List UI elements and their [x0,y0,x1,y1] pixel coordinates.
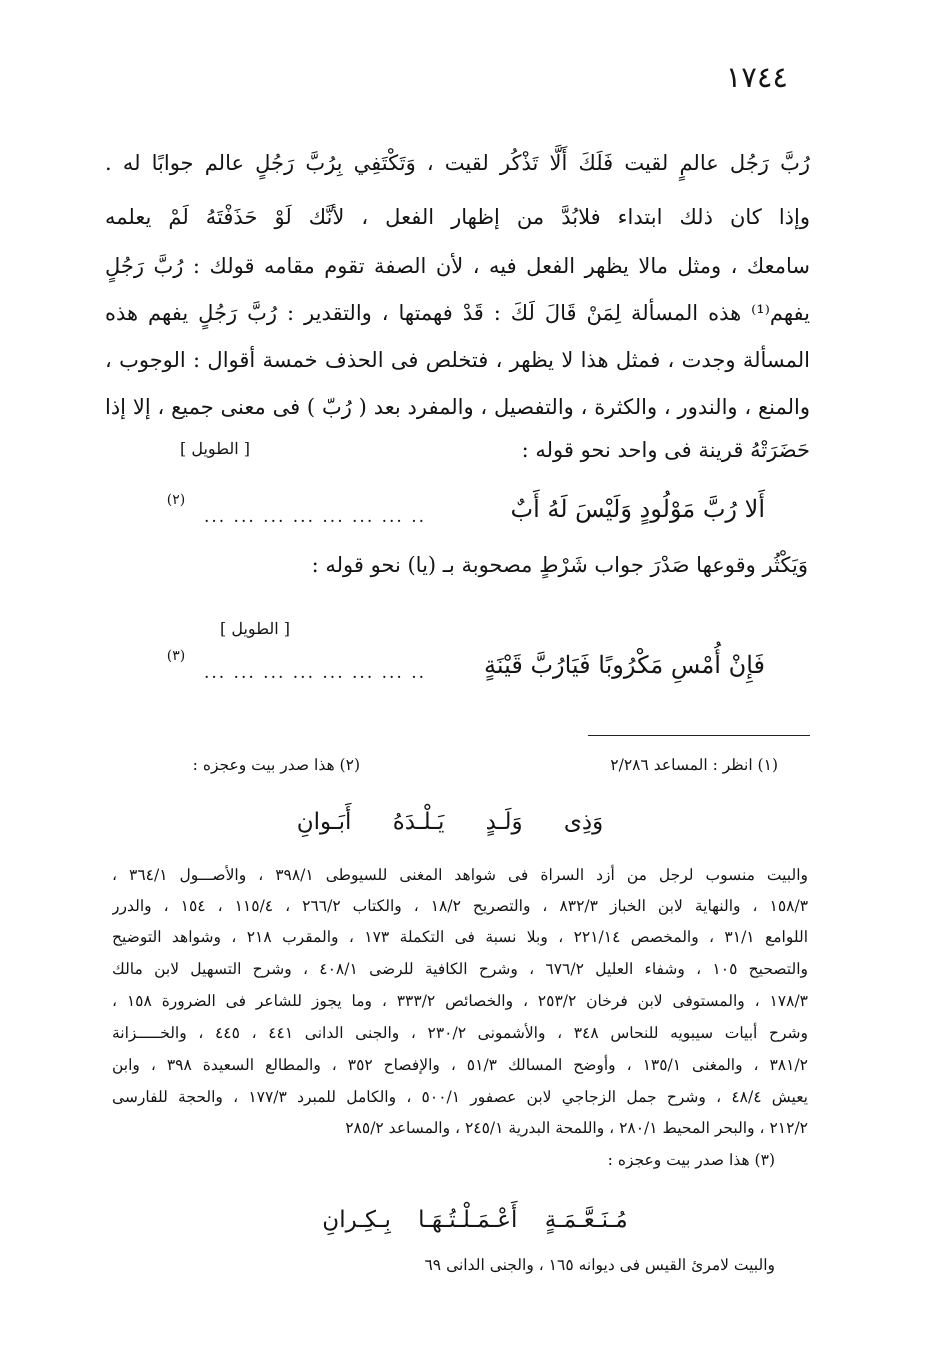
verse-1-footnote-ref: (٢) [166,492,186,508]
footnote-2-line-2: ١٥٨/٣ ، والنهاية لابن الخباز ٨٣٢/٣ ، والتصريح ١٨/٢ ، والكتاب ٢٦٦/٢ ، ١١٥/٤ ، ١٥٤ ، والدرر [112,897,808,915]
verse-2-ellipsis: ... ... ... ... ... ... ... .. [203,663,427,683]
verse-2-footnote-ref: (٣) [166,648,186,664]
verse-2-sadr: فَإِنْ أُمْسِ مَكْرُوبًا فَيَارُبَّ قَيْنَةٍ [483,651,765,679]
body-line-5: المسألة وجدت ، فمثل هذا لا يظهر ، فتخلص فى الحذف خمسة أقوال : الوجوب ، [105,348,810,372]
body-line-6: والمنع ، والندور ، والكثرة ، والتفصيل ، والمفرد بعد ( رُبّ ) فى معنى جميع ، إلا إذا [105,395,810,419]
body-line-4: يفهم⁽¹⁾ هذه المسألة لِمَنْ قَالَ لَكَ : قَدْ فهمتها ، والتقدير : رُبَّ رَجُلٍ يفهم هذه [105,301,810,325]
verse-1-ellipsis: ... ... ... ... ... ... ... .. [203,507,427,527]
body-line-2: وإذا كان ذلك ابتداء فلابُدَّ من إظهار الفعل ، لأنَّك لَوْ حَذَفْتَهُ لَمْ يعلمه [105,205,810,229]
footnote-2-ajz-verse: وَذِى وَلَـدٍ يَـلْـدَهُ أَبَـوانِ [296,809,604,835]
footnote-separator-rule [588,735,810,736]
footnote-3-source-line: والبيت لامرئ القيس فى ديوانه ١٦٥ ، والجنى الدانى ٦٩ [424,1256,775,1274]
page-number: ١٧٤٤ [725,60,788,94]
body-line-3: سامعك ، ومثل مالا يظهر الفعل فيه ، لأن الصفة تقوم مقامه قولك : رُبَّ رَجُلٍ [105,254,810,278]
body-line-7: حَضَرَتْهُ قرينة فى واحد نحو قوله : [521,438,810,462]
meter-label-tawil-2: [ الطويل ] [220,619,290,638]
body-line-1: رُبَّ رَجُل عالمٍ لقيت فَلَكَ أَلَّا تَذْكُر لقيت ، وَتَكْتَفِي بِرُبَّ رَجُلٍ عالم جوابًا له . [105,151,810,175]
footnote-1: (١) انظر : المساعد ٢/٢٨٦ [610,756,778,774]
body-line-after-verse: وَيَكْثُر وقوعها صَدْرَ جواب شَرْطٍ مصحوبة بـ (يا) نحو قوله : [311,553,808,577]
footnote-2-intro: (٢) هذا صدر بيت وعجزه : [192,756,360,774]
footnote-2-line-4: والتصحيح ١٠٥ ، وشفاء العليل ٦٧٦/٢ ، وشرح الكافية للرضى ٤٠٨/١ ، وشرح التسهيل لابن مالك [112,960,808,978]
footnote-2-line-5: ١٧٨/٣ ، والمستوفى لابن فرخان ٢٥٣/٢ ، والخصائص ٣٣٣/٢ ، وما يجوز للشاعر فى الضرورة ١٥٨ ، [112,992,808,1010]
footnote-2-line-7: ٣٨١/٢ ، والمغنى ١٣٥/١ ، وأوضح المسالك ٥١/٣ ، والإفصاح ٣٥٢ ، والمطالع السعيدة ٣٩٨ ، وابن [112,1056,808,1074]
footnote-2-line-6: وشرح أبيات سيبويه للنحاس ٣٤٨ ، والأشمونى ٢٣٠/٢ ، والجنى الدانى ٤٤١ ، ٤٤٥ ، والخـــــزانة [112,1024,808,1042]
verse-1-sadr: أَلا رُبَّ مَوْلُودٍ وَلَيْسَ لَهُ أَبٌ [510,495,765,523]
meter-label-tawil: [ الطويل ] [180,439,250,458]
footnote-2-line-9: ٢١٢/٢ ، والبحر المحيط ٢٨٠/١ ، واللمحة البدرية ٢٤٥/١ ، والمساعد ٢٨٥/٢ [345,1119,808,1137]
footnote-2-line-3: اللوامع ٣١/١ ، والمخصص ٢٢١/١٤ ، وبلا نسبة فى التكملة ١٧٣ ، والمقرب ٢١٨ ، وشواهد التوضيح [112,928,808,946]
footnote-2-line-1: والبيت منسوب لرجل من أزد السراة فى شواهد المغنى للسيوطى ٣٩٨/١ ، والأصـــول ٣٦٤/١ ، [112,866,808,884]
footnote-3-ajz-verse: مُـنَـعَّـمَـةٍ أَعْـمَـلْـتُـهَـا بِـكِـرانِ [322,1207,628,1233]
footnote-3-intro: (٣) هذا صدر بيت وعجزه : [607,1151,775,1169]
footnote-2-line-8: يعيش ٤٨/٤ ، وشرح جمل الزجاجي لابن عصفور ٥٠٠/١ ، والكامل للمبرد ١٧٧/٣ ، والحجة للفارسى [112,1088,808,1106]
